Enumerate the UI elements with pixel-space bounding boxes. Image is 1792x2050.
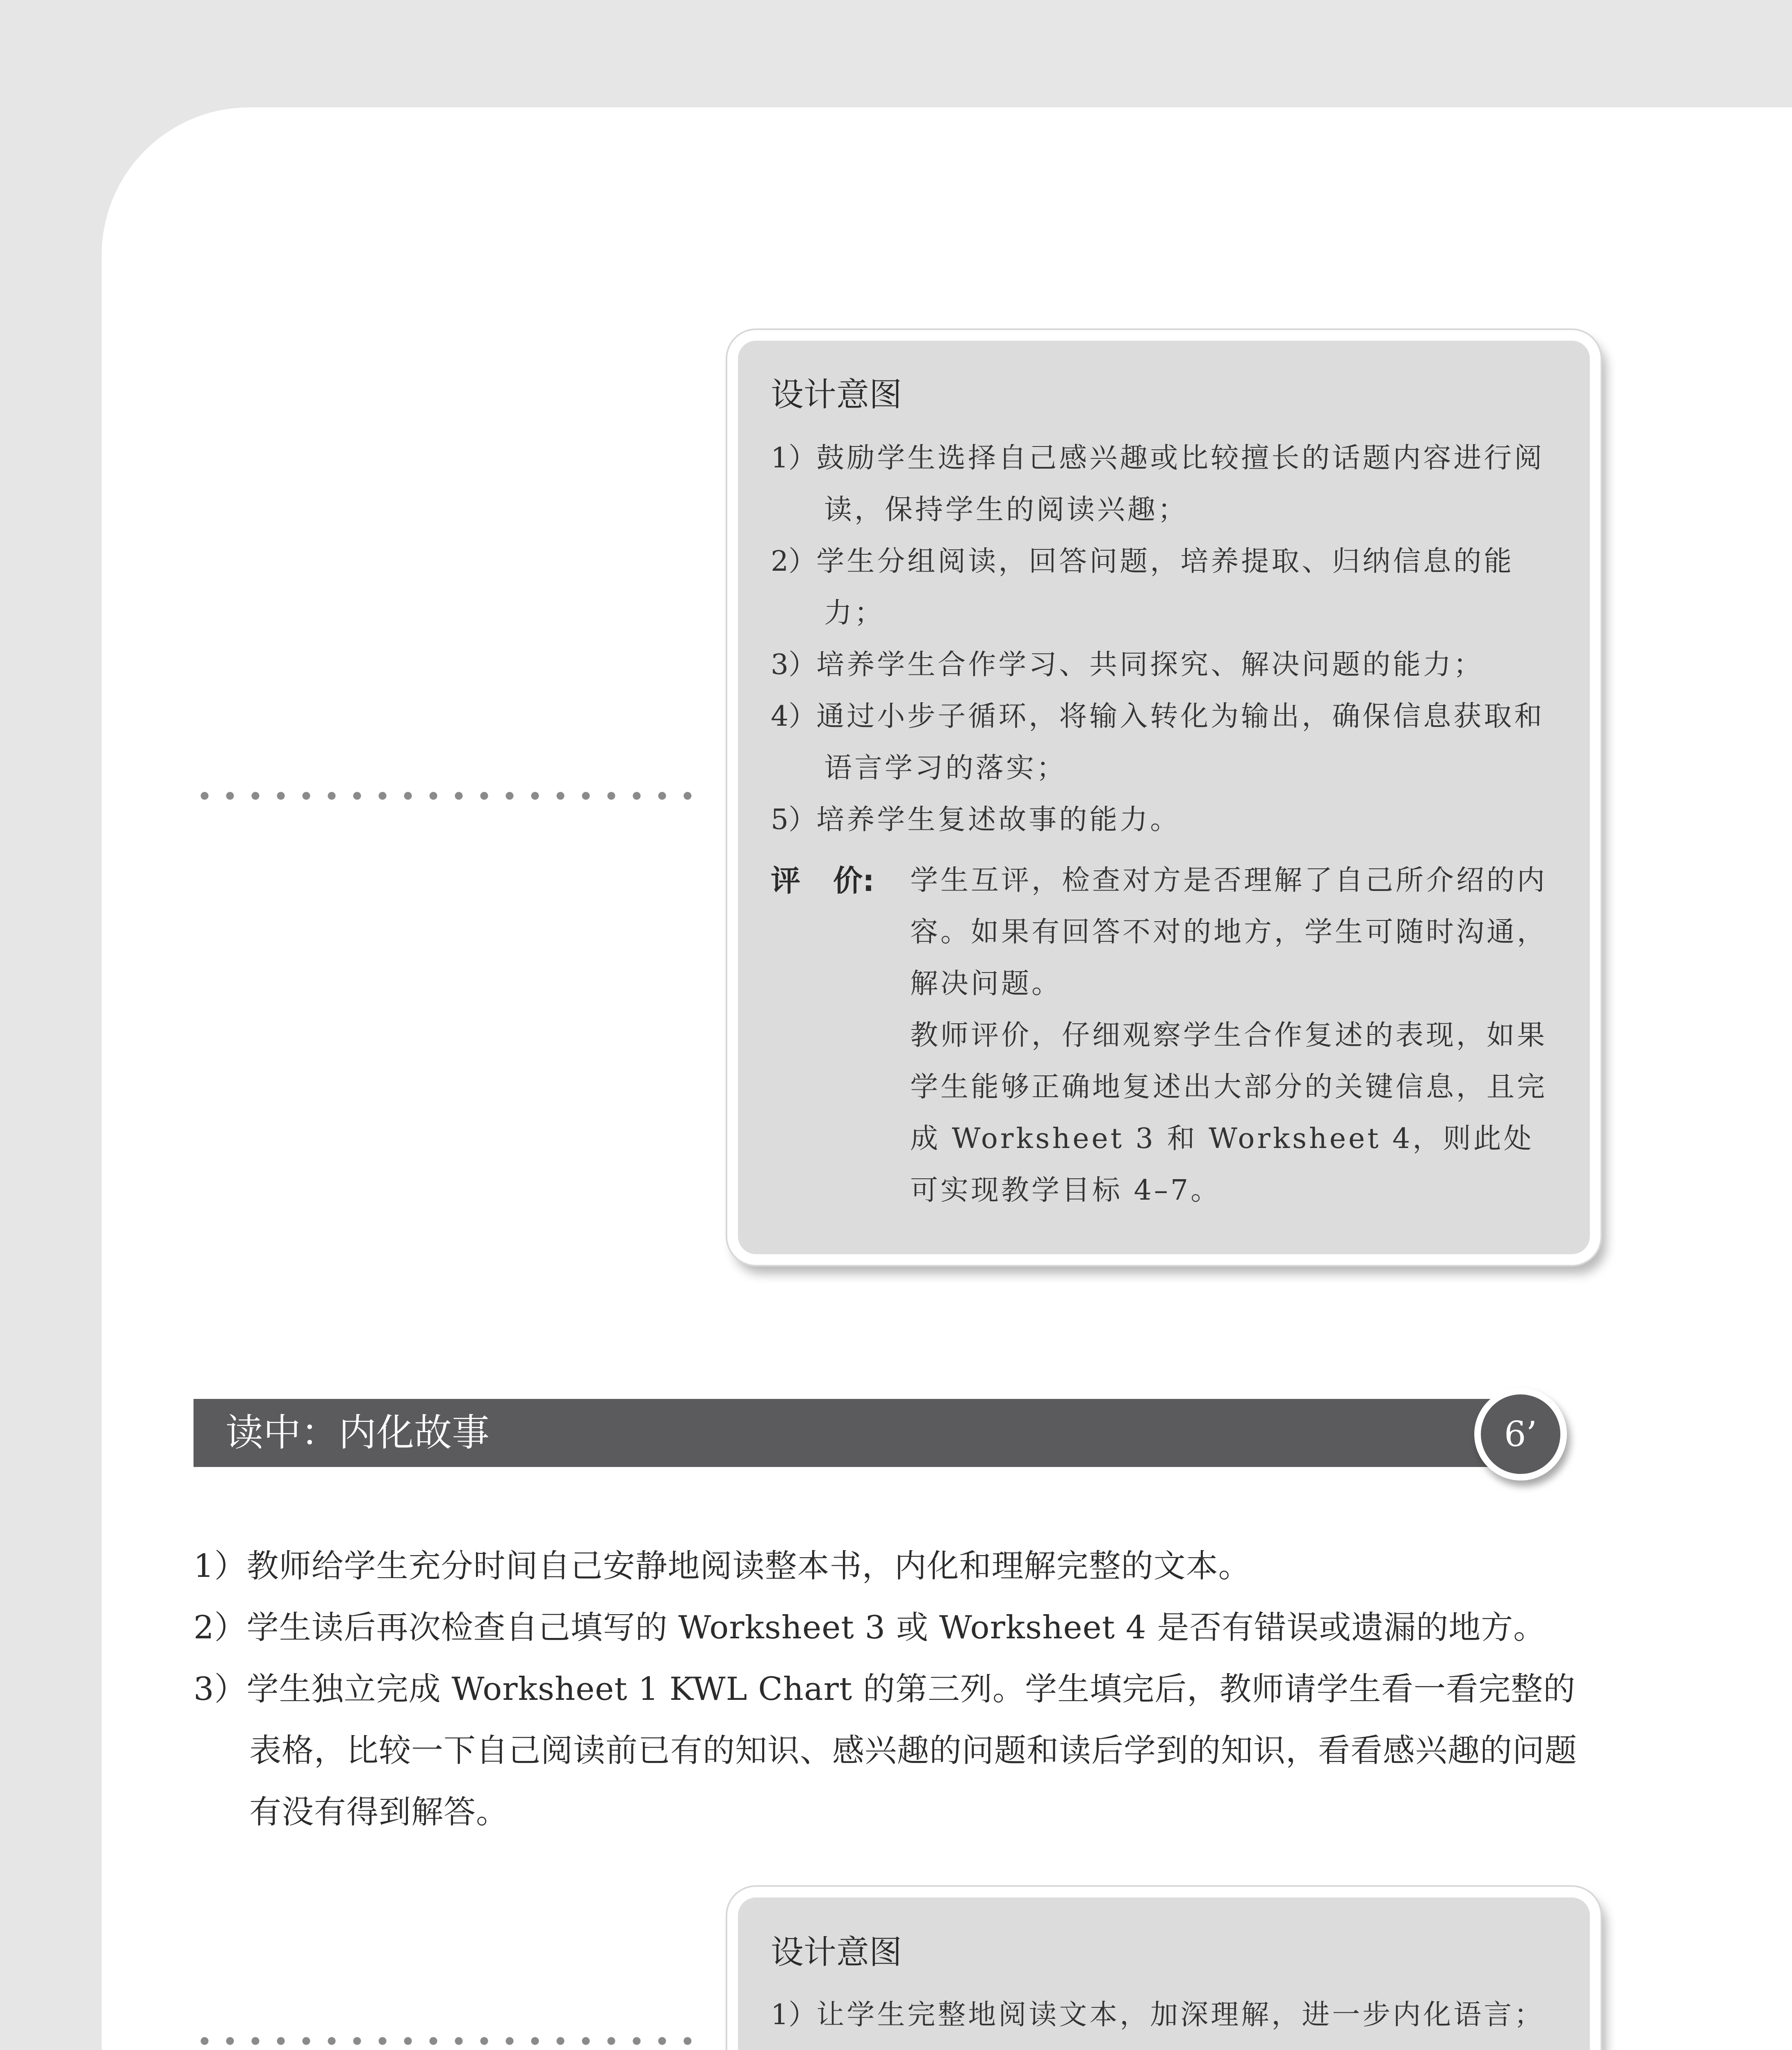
evaluation-teacher-text: 教师评价，仔细观察学生合作复述的表现，如果学生能够正确地复述出大部分的关键信息，且完成 Worksheet 3 和 Worksheet 4，则此处可实现教学目标 4–7。	[910, 1019, 1548, 1207]
section-header-bar	[194, 1399, 1551, 1467]
design-intent-item: 4）通过小步子循环，将输入转化为输出，确保信息获取和语言学习的落实；	[771, 700, 1545, 784]
evaluation-peer-text: 学生互评，检查对方是否理解了自己所介绍的内容。如果有回答不对的地方，学生可随时沟通，解决问题。	[910, 864, 1548, 1000]
design-intent-box	[727, 330, 1601, 1265]
activity-steps-list	[194, 1535, 1608, 1843]
design-intent-item: 1）鼓励学生选择自己感兴趣或比较擅长的话题内容进行阅读，保持学生的阅读兴趣；	[771, 442, 1545, 526]
activity-step: 1）教师给学生充分时间自己安静地阅读整本书，内化和理解完整的文本。	[194, 1548, 1251, 1585]
design-intent-item: 1）让学生完整地阅读文本，加深理解，进一步内化语言；	[771, 1999, 1545, 2031]
design-intent-box-2	[727, 1887, 1601, 2050]
design-intent-list	[771, 433, 1557, 846]
design-intent-title: 设计意图	[771, 1933, 902, 1971]
section-title: 读中：内化故事	[225, 1411, 490, 1455]
activity-step: 3）学生独立完成 Worksheet 1 KWL Chart 的第三列。学生填完后，教师请学生看一看完整的表格，比较一下自己阅读前已有的知识、感兴趣的问题和读后学到的知识，看看感兴趣的问题有没有得到解答。	[194, 1671, 1578, 1831]
time-badge: 6’	[1474, 1388, 1567, 1481]
design-intent-item: 5）培养学生复述故事的能力。	[771, 804, 1181, 836]
evaluation-section	[771, 855, 1557, 1216]
dotted-leader	[192, 791, 708, 800]
design-intent-title: 设计意图	[771, 376, 902, 414]
activity-step: 2）学生读后再次检查自己填写的 Worksheet 3 或 Worksheet 4 是否有错误或遗漏的地方。	[194, 1609, 1546, 1646]
evaluation-label: 评 价:	[771, 863, 874, 898]
design-intent-list	[771, 1989, 1557, 2050]
dotted-leader	[192, 2036, 708, 2045]
design-intent-item: 3）培养学生合作学习、共同探究、解决问题的能力；	[771, 649, 1484, 681]
design-intent-item: 2）学生分组阅读，回答问题，培养提取、归纳信息的能力；	[771, 545, 1514, 629]
design-intent-item	[771, 2041, 1557, 2050]
